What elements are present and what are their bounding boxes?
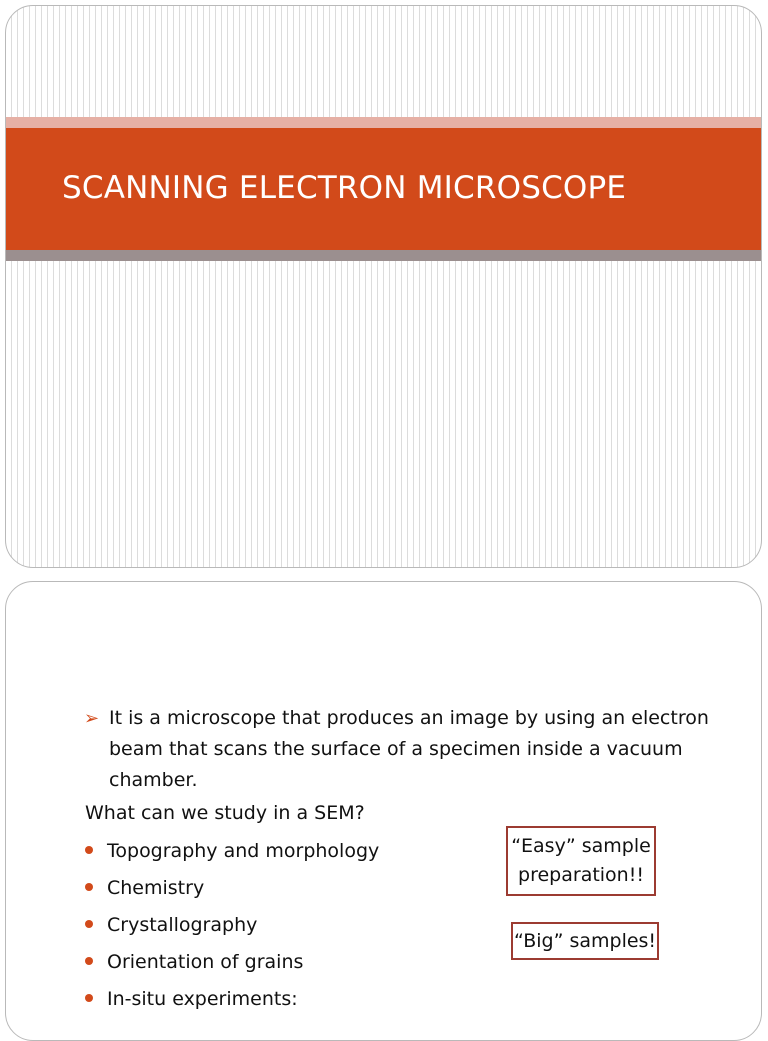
- bullet-text: Chemistry: [107, 877, 205, 899]
- question-text: What can we study in a SEM?: [85, 802, 365, 824]
- bullet-text: In-situ experiments:: [107, 988, 298, 1010]
- intro-text: It is a microscope that produces an image by using an electron beam that scans the surface of a specimen inside a vacuum chamber.: [109, 707, 709, 791]
- intro-paragraph: [84, 703, 734, 796]
- callout-line: “Easy” sample: [511, 835, 651, 857]
- bullet-dot-icon: [85, 883, 93, 891]
- callout-line: “Big” samples!: [513, 930, 657, 952]
- content-slide: [5, 581, 762, 1041]
- big-samples-callout: [511, 922, 659, 960]
- title-top-accent-strip: [6, 117, 761, 128]
- bullet-item: [85, 840, 379, 862]
- bullet-dot-icon: [85, 994, 93, 1002]
- bullet-dot-icon: [85, 957, 93, 965]
- easy-preparation-callout: [506, 826, 656, 896]
- bullet-item: [85, 951, 303, 973]
- bullet-dot-icon: [85, 846, 93, 854]
- callout-line: preparation!!: [518, 864, 644, 886]
- title-bottom-accent-strip: [6, 250, 761, 261]
- bullet-text: Orientation of grains: [107, 951, 304, 973]
- title-slide: [5, 5, 762, 568]
- bullet-text: Topography and morphology: [107, 840, 380, 862]
- bullet-item: [85, 988, 298, 1010]
- bullet-text: Crystallography: [107, 914, 258, 936]
- arrow-bullet-icon: ➢: [84, 708, 100, 729]
- bullet-item: [85, 877, 204, 899]
- bullet-item: [85, 914, 257, 936]
- bullet-dot-icon: [85, 920, 93, 928]
- slide-title: SCANNING ELECTRON MICROSCOPE: [62, 170, 627, 206]
